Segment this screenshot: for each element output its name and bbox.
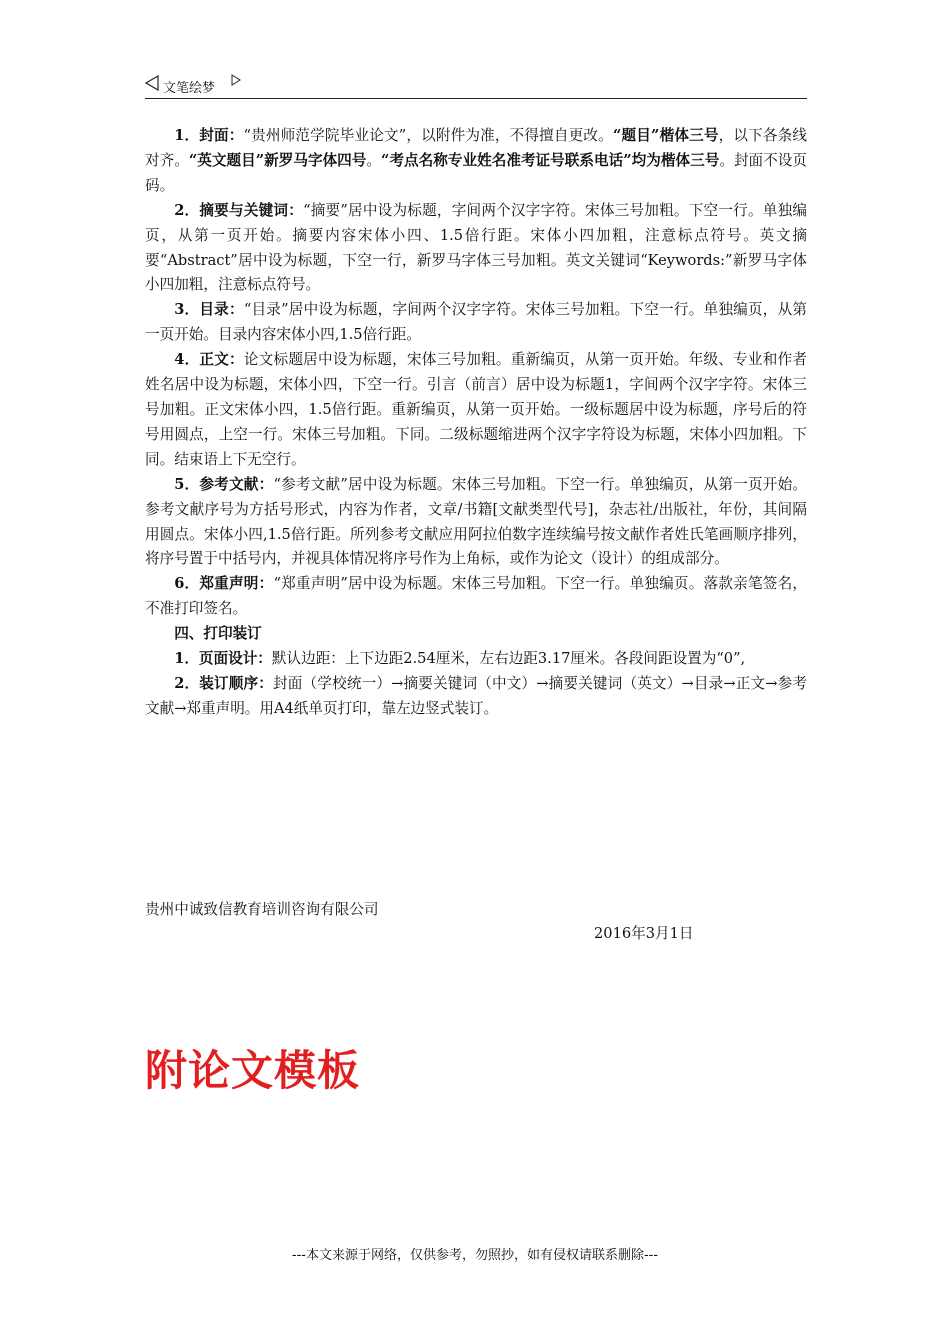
paragraph-heading: 1．封面： bbox=[174, 127, 244, 144]
paragraph-heading: 1．页面设计： bbox=[174, 650, 272, 668]
left-triangle-icon bbox=[145, 75, 159, 91]
paragraph-text: “郑重声明”居中设为标题。宋体三号加粗。下空一行。单独编页。落款亲笔签名，不准打印签名。 bbox=[145, 575, 807, 618]
paragraph-heading: 2．装订顺序： bbox=[174, 674, 274, 692]
bold-text: “考点名称专业姓名准考证号联系电话”均为楷体三号 bbox=[381, 151, 720, 169]
paragraph-2 bbox=[145, 199, 807, 299]
document-body bbox=[145, 124, 807, 722]
attachment-title: 附论文模板 bbox=[145, 1046, 361, 1095]
paragraph-heading: 3．目录： bbox=[174, 301, 244, 319]
page-footer: ---本文来源于网络，仅供参考，勿照抄，如有侵权请联系删除--- bbox=[291, 1248, 659, 1263]
brand-name: 文笔绘梦 bbox=[163, 81, 216, 96]
paragraph-5 bbox=[145, 473, 807, 573]
paragraph-heading: 6．郑重声明： bbox=[174, 575, 274, 593]
paragraph-heading: 四、打印装订 bbox=[174, 625, 262, 643]
paragraph-text: “贵州师范学院毕业论文”，以附件为准，不得擅自更改。 bbox=[243, 127, 613, 144]
paragraph-text: “目录”居中设为标题，字间两个汉字字符。宋体三号加粗。下空一行。单独编页，从第一页开始。目录内容宋体小四,1.5倍行距。 bbox=[145, 301, 807, 344]
document-date: 2016年3月1日 bbox=[594, 925, 694, 942]
paragraph-8 bbox=[145, 647, 807, 672]
paragraph-text: 。 bbox=[366, 151, 382, 169]
right-triangle-icon bbox=[231, 74, 241, 86]
paragraph-7 bbox=[145, 622, 807, 647]
bold-text: “题目”楷体三号 bbox=[612, 127, 719, 144]
paragraph-text: 封面（学校统一）→摘要关键词（中文）→摘要关键词（英文）→目录→正文→参考文献→郑重声明。用A4纸单页打印，靠左边竖式装订。 bbox=[145, 674, 807, 717]
paragraph-text: ，以下各条线对齐。 bbox=[145, 127, 807, 169]
company-name: 贵州中诚致信教育培训咨询有限公司 bbox=[145, 901, 379, 918]
bold-text: “英文题目”新罗马字体四号 bbox=[188, 151, 367, 169]
paragraph-text: 论文标题居中设为标题，宋体三号加粗。重新编页，从第一页开始。年级、专业和作者姓名居中设为标题，宋体小四，下空一行。引言（前言）居中设为标题1，字间两个汉字字符。宋体三号加粗。正文宋体小四，1.5倍行距。重新编页，从第一页开始。一级标题居中设为标题，序号后的符号用圆点，上空一行。宋体三号加粗。下同。二级标题缩进两个汉字字符设为标题，宋体小四加粗。下同。结束语上下无空行。 bbox=[145, 351, 807, 468]
paragraph-3 bbox=[145, 298, 807, 348]
paragraph-text: “摘要”居中设为标题，字间两个汉字字符。宋体三号加粗。下空一行。单独编页，从第一页开始。摘要内容宋体小四、1.5倍行距。宋体小四加粗，注意标点符号。英文摘要“Abstract”居中设为标题，下空一行，新罗马字体三号加粗。英文关键词“Keywords:”新罗马字体小四加粗，注意标点符号。 bbox=[145, 201, 807, 294]
paragraph-text: 。封面不设页码。 bbox=[145, 151, 807, 194]
paragraph-text: “参考文献”居中设为标题。宋体三号加粗。下空一行。单独编页，从第一页开始。参考文献序号为方括号形式，内容为作者，文章/书籍[文献类型代号]，杂志社/出版社，年份，其间隔用圆点。宋体小四,1.5倍行距。所列参考文献应用阿拉伯数字连续编号按文献作者姓氏笔画顺序排列，将序号置于中括号内，并视具体情况将序号作为上角标，或作为论文（设计）的组成部分。 bbox=[145, 475, 807, 568]
paragraph-heading: 5．参考文献： bbox=[174, 475, 274, 493]
paragraph-6 bbox=[145, 572, 807, 622]
paragraph-4 bbox=[145, 348, 807, 473]
paragraph-9 bbox=[145, 672, 807, 722]
paragraph-heading: 2．摘要与关键词： bbox=[174, 201, 304, 219]
page-header bbox=[145, 72, 807, 99]
paragraph-text: 默认边距：上下边距2.54厘米，左右边距3.17厘米。各段间距设置为“0”, bbox=[271, 650, 746, 668]
paragraph-heading: 4．正文： bbox=[174, 351, 244, 369]
paragraph-1 bbox=[145, 124, 807, 199]
